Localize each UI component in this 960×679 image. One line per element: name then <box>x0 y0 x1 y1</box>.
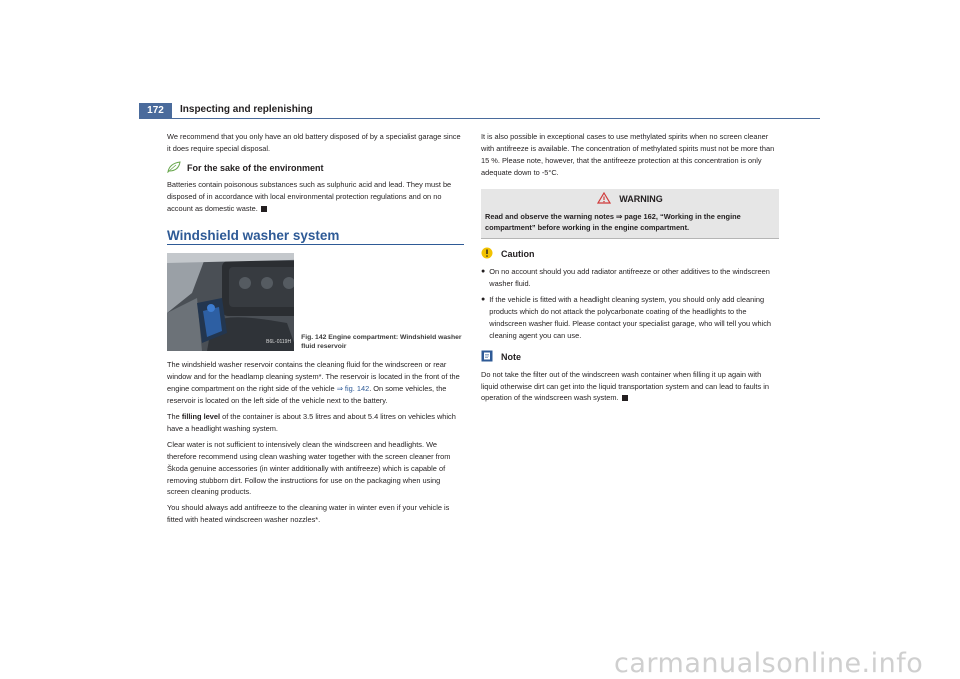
end-mark <box>622 395 628 401</box>
caution-item: ● On no account should you add radiator antifreeze or other additives to the windscreen washer fluid. <box>481 267 770 289</box>
caution-item: ● If the vehicle is fitted with a headlight cleaning system, you should only add cleaning products which do not attack the polycarbonate coating of the headlights to the windscreen washer fluid. Please contact your specialist garage, who will tell you which cleaning agent you can use. <box>481 295 772 340</box>
figure-142 <box>167 253 464 351</box>
environment-heading-text: For the sake of the environment <box>187 162 324 173</box>
figure-caption: Fig. 142 Engine compartment: Windshield washer fluid reservoir <box>301 334 462 350</box>
filling-level-paragraph: The filling level of the container is about 3.5 litres and about 5.4 litres on vehicles which have a headlight washing system. <box>167 411 456 433</box>
caution-icon <box>481 247 493 263</box>
antifreeze-paragraph: You should always add antifreeze to the cleaning water in winter even if your vehicle is fitted with heated windscreen washer nozzles*. <box>167 503 450 525</box>
caution-title: Caution <box>501 249 535 260</box>
header-rule <box>172 118 820 119</box>
note-title: Note <box>501 351 521 362</box>
section-title: Windshield washer system <box>167 230 464 245</box>
environment-heading <box>167 161 464 177</box>
bullet-icon: ● <box>481 296 486 304</box>
watermark-logo: carmanualsonline.info <box>614 648 924 679</box>
figure-link[interactable]: ⇒ fig. 142 <box>336 384 370 394</box>
warning-text: Read and observe the warning notes ⇒ page 162, “Working in the engine compartment” before working in the engine compartment. <box>485 211 741 233</box>
warning-heading <box>485 192 775 208</box>
note-icon <box>481 350 493 366</box>
note-heading <box>481 350 779 366</box>
figure-code: B6L-0119H <box>266 339 292 346</box>
methylated-spirits-paragraph: It is also possible in exceptional cases to use methylated spirits when no screen cleaner with antifreeze is available. The concentration of methylated spirits must not be more than 15 %. Please note, however, that the antifreeze protection at this concentration is only adequate down to -5°C. <box>481 132 775 177</box>
left-column <box>167 131 464 530</box>
page-header-title: Inspecting and replenishing <box>180 104 313 115</box>
battery-disposal-text: We recommend that you only have an old battery disposed of by a specialist garage since it does require special disposal. <box>167 132 461 153</box>
leaf-icon <box>167 161 181 177</box>
filling-level-term: filling level <box>181 411 221 421</box>
bullet-icon: ● <box>481 268 486 276</box>
page-number: 172 <box>139 103 172 119</box>
right-column <box>481 131 779 408</box>
engine-compartment-photo <box>167 253 294 351</box>
end-mark <box>261 206 267 212</box>
warning-title: WARNING <box>619 193 663 204</box>
caution-heading <box>481 247 779 263</box>
reservoir-paragraph: The windshield washer reservoir contains the cleaning fluid for the windscreen or rear window and for the headlamp cleaning system*. The reservoir is located in the front of the engine compartment on the right side of the vehicle ⇒ fig. 142. On some vehicles, the reservoir is located on the left side of the vehicle next to the battery. <box>167 360 460 406</box>
environment-text: Batteries contain poisonous substances such as sulphuric acid and lead. They must be disposed of in accordance with local environmental protection regulations and on no account as domestic waste. <box>167 179 452 213</box>
warning-box <box>481 189 779 240</box>
clear-water-paragraph: Clear water is not sufficient to intensively clean the windscreen and headlights. We therefore recommend using clean washing water together with the screen cleaner from Škoda genuine accessories (in winter additionally with antifreeze) which is capable of removing stubborn dirt. Follow the instructions for use on the packaging when using screen cleaning products. <box>167 439 451 497</box>
warning-triangle-icon <box>597 192 611 208</box>
note-text: Do not take the filter out of the windscreen wash container when filling it up again with liquid otherwise dirt can get into the liquid transportation system and can lead to faults in operation of the windscreen wash system. <box>481 369 769 403</box>
